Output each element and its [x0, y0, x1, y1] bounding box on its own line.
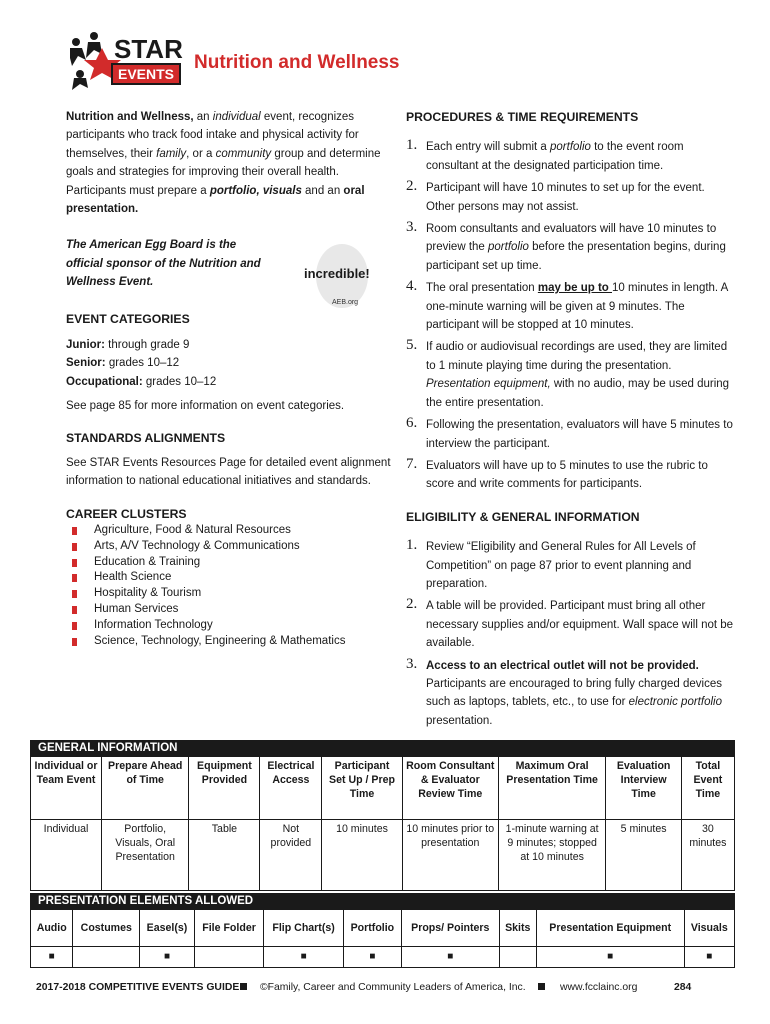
general-information-table — [30, 740, 735, 891]
svg-text:STAR: STAR — [114, 34, 183, 64]
column-header: Portfolio — [343, 910, 401, 947]
list-item: 5. If audio or audiovisual recordings are used, they are limited to 1 minute playing time during the presentation. Presentation equipment, with no audio, may be used during the entire presentation. — [406, 337, 730, 409]
star-events-logo — [66, 30, 184, 92]
standards-text: See STAR Events Resources Page for detailed event alignment information to national educational initiatives and standards. — [66, 456, 391, 488]
bullet-icon — [72, 622, 77, 630]
allowed-mark: ■ — [140, 947, 195, 968]
column-header: Presentation Equipment — [536, 910, 684, 947]
page-number: 284 — [674, 982, 692, 993]
table-cell: Individual — [31, 820, 102, 891]
allowed-mark: ■ — [264, 947, 344, 968]
list-item: 6. Following the presentation, evaluators will have 5 minutes to interview the participant. — [406, 415, 733, 450]
list-item: 3. Room consultants and evaluators will have 10 minutes to preview the portfolio before the presentation begins, during participant set up time. — [406, 219, 726, 272]
column-header: Flip Chart(s) — [264, 910, 344, 947]
category-item: Junior: through grade 9 — [66, 338, 190, 351]
left-column — [66, 108, 396, 649]
procedures-list — [406, 138, 734, 493]
list-item: Hospitality & Tourism — [66, 586, 396, 602]
page-title: Nutrition and Wellness — [194, 52, 400, 73]
general-information-title: GENERAL INFORMATION — [30, 740, 735, 757]
column-header: Props/ Pointers — [401, 910, 499, 947]
table-cell: 1-minute warning at 9 minutes; stopped at 10 minutes — [498, 820, 606, 891]
column-header: Audio — [31, 910, 73, 947]
event-categories-list — [66, 336, 396, 391]
list-item: Information Technology — [66, 618, 396, 634]
right-column — [406, 108, 734, 734]
category-item: Senior: grades 10–12 — [66, 357, 180, 370]
table-cell: 30 minutes — [689, 823, 727, 849]
list-item: 2. Participant will have 10 minutes to set up for the event. Other persons may not assist. — [406, 178, 705, 213]
list-item: 2. A table will be provided. Participant must bring all other necessary supplies and/or equipment. Wall space will not be available. — [406, 596, 734, 650]
list-item: Education & Training — [66, 555, 396, 571]
intro-paragraph: Nutrition and Wellness, an individual event, recognizes participants who track food intake and physical activity for themselves, their family, or a community group and determine goals and strategies for improving their overall health. Participants must prepare a portfolio, visuals and an oral presentation. — [66, 111, 381, 216]
list-item: 1. Each entry will submit a portfolio to the event room consultant at the designated participation time. — [406, 137, 684, 172]
allowed-mark — [194, 947, 263, 968]
event-categories-heading: EVENT CATEGORIES — [66, 312, 190, 327]
list-item: 4. The oral presentation may be up to 10 minutes in length. A one-minute warning will be given at 9 minutes. The participant will be stopped at 10 minutes. — [406, 278, 728, 332]
list-item: Arts, A/V Technology & Communications — [66, 539, 396, 555]
list-item: Human Services — [66, 602, 396, 618]
footer-separator — [538, 982, 545, 993]
footer-separator — [240, 982, 247, 993]
table-row — [31, 947, 734, 968]
presentation-elements-title: PRESENTATION ELEMENTS ALLOWED — [30, 893, 735, 910]
bullet-icon — [72, 574, 77, 582]
list-item: 1. Review “Eligibility and General Rules for All Levels of Competition” on page 87 prior to event planning and preparation. — [406, 537, 696, 590]
column-header: Skits — [499, 910, 536, 947]
table-cell: Not provided — [260, 820, 322, 891]
list-item: Agriculture, Food & Natural Resources — [66, 523, 396, 539]
column-header: Electrical Access — [260, 757, 322, 820]
svg-text:incredible!: incredible! — [304, 266, 370, 282]
column-header: Easel(s) — [140, 910, 195, 947]
allowed-mark — [73, 947, 140, 968]
allowed-mark: ■ — [536, 947, 684, 968]
categories-note: See page 85 for more information on event categories. — [66, 400, 345, 413]
column-header: Room Consultant & Evaluator Review Time — [402, 757, 498, 820]
allowed-mark: ■ — [31, 947, 73, 968]
table-cell: Portfolio, Visuals, Oral Presentation — [102, 820, 189, 891]
bullet-icon — [72, 638, 77, 646]
sponsor-block — [66, 236, 396, 307]
svg-text:AEB.org: AEB.org — [332, 299, 359, 307]
table-cell: 10 minutes prior to presentation — [402, 820, 498, 891]
presentation-elements-table — [30, 893, 735, 968]
column-header: Visuals — [684, 910, 734, 947]
career-clusters-heading: CAREER CLUSTERS — [66, 506, 187, 521]
bullet-icon — [72, 527, 77, 535]
bullet-icon — [72, 590, 77, 598]
list-item: 3. Access to an electrical outlet will not be provided. Participants are encouraged to bring fully charged devices such as laptops, tablets, etc., to use for electronic portfolio presentation. — [406, 655, 722, 727]
column-header: Prepare Ahead of Time — [102, 757, 189, 820]
egg-board-logo — [300, 244, 390, 312]
column-header: Evaluation Interview Time — [606, 757, 681, 820]
column-header: Total Event Time — [681, 757, 734, 820]
allowed-mark: ■ — [401, 947, 499, 968]
eligibility-heading: ELIGIBILITY & GENERAL INFORMATION — [406, 509, 640, 524]
allowed-mark: ■ — [343, 947, 401, 968]
list-item: Health Science — [66, 570, 396, 586]
procedures-heading: PROCEDURES & TIME REQUIREMENTS — [406, 110, 639, 124]
svg-text:EVENTS: EVENTS — [118, 66, 175, 82]
career-clusters-list — [66, 523, 396, 649]
column-header: Participant Set Up / Prep Time — [322, 757, 402, 820]
table-cell: Table — [189, 820, 260, 891]
allowed-mark — [499, 947, 536, 968]
category-item: Occupational: grades 10–12 — [66, 375, 217, 388]
table-row — [31, 820, 734, 891]
sponsor-text: The American Egg Board is the official sponsor of the Nutrition and Wellness Event. — [66, 239, 261, 289]
bullet-icon — [72, 606, 77, 614]
footer-url[interactable]: www.fcclainc.org — [560, 982, 638, 993]
column-header: Maximum Oral Presentation Time — [498, 757, 606, 820]
bullet-icon — [72, 543, 77, 551]
footer-guide: 2017-2018 COMPETITIVE EVENTS GUIDE — [36, 982, 240, 993]
allowed-mark: ■ — [706, 951, 713, 962]
column-header: Costumes — [73, 910, 140, 947]
column-header: Equipment Provided — [189, 757, 260, 820]
footer-copyright: ©Family, Career and Community Leaders of America, Inc. — [260, 982, 526, 993]
list-item: 7. Evaluators will have up to 5 minutes to use the rubric to score and write comments for participants. — [406, 455, 708, 491]
table-cell: 10 minutes — [322, 820, 402, 891]
column-header: File Folder — [194, 910, 263, 947]
bullet-icon — [72, 559, 77, 567]
table-cell: 5 minutes — [606, 820, 681, 891]
eligibility-list — [406, 538, 734, 730]
column-header: Individual or Team Event — [31, 757, 102, 820]
standards-heading: STANDARDS ALIGNMENTS — [66, 431, 226, 446]
list-item: Science, Technology, Engineering & Mathematics — [66, 634, 396, 650]
